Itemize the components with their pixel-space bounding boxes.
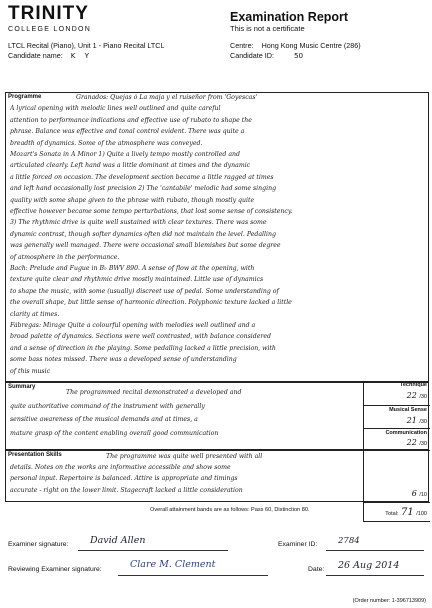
programme-line: texture quite clear and rhythmic drive mostly maintained. Little use of dynamics bbox=[10, 276, 264, 284]
total-score bbox=[364, 502, 430, 522]
musical-sense-value: 21 bbox=[406, 416, 417, 425]
presentation-label: Presentation Skills bbox=[8, 452, 62, 458]
programme-line: effective however became some tempo perturbations, that lost some sense of consistency. bbox=[10, 208, 293, 215]
logo-sub-text: COLLEGE LONDON bbox=[8, 26, 92, 33]
technique-mark bbox=[407, 391, 427, 400]
programme-line: Fábregas: Mirage Quite a colourful opening with melodies well outlined and a bbox=[10, 322, 256, 329]
centre-value: Hong Kong Music Centre (286) bbox=[261, 41, 361, 50]
programme-label: Programme bbox=[8, 94, 42, 100]
candidate-id-value: 50 bbox=[293, 50, 304, 60]
programme-line: broad palette of dynamics. Sections were well contrasted, with balance considered bbox=[10, 333, 271, 341]
examiner-id-label: Examiner ID: bbox=[278, 541, 318, 548]
technique-value: 22 bbox=[406, 391, 417, 400]
summary-line: quite authoritative command of the instrument with generally bbox=[10, 402, 205, 410]
programme-line: of atmosphere in the performance. bbox=[10, 253, 120, 261]
summary-line: The programmed recital demonstrated a developed and bbox=[66, 389, 242, 396]
centre-info bbox=[230, 41, 361, 60]
summary-line: sensitive awareness of the musical demands and at times, a bbox=[10, 416, 198, 423]
examiner-signature-label: Examiner signature: bbox=[8, 541, 69, 548]
report-subtitle: This is not a certificate bbox=[230, 24, 305, 33]
technique-score bbox=[364, 381, 430, 405]
examiner-signature: David Allen bbox=[90, 535, 146, 546]
programme-line: phrase. Balance was effective and tonal control evident. There was quite a bbox=[10, 128, 245, 136]
programme-line: 3) The rhythmic drive is quite well sustained with clear textures. There was some bbox=[10, 219, 267, 227]
communication-score bbox=[364, 428, 430, 450]
presentation-score bbox=[364, 450, 430, 502]
presentation-line: personal input. Repertoire is balanced. Attire is appropriate and timings bbox=[10, 475, 238, 483]
total-label: Total: bbox=[385, 511, 399, 517]
presentation-line: The programme was quite well presented with all bbox=[106, 453, 263, 460]
programme-line: A lyrical opening with melodic lines well outlined and quite careful bbox=[10, 105, 221, 113]
technique-max: /30 bbox=[419, 394, 427, 400]
communication-value: 22 bbox=[406, 438, 417, 447]
programme-line: of this music bbox=[10, 367, 51, 375]
score-column bbox=[363, 382, 429, 522]
technique-label: Technique bbox=[399, 382, 427, 388]
examiner-signature-row bbox=[8, 535, 428, 555]
total-mark bbox=[385, 507, 427, 518]
centre-label: Centre: bbox=[230, 41, 254, 50]
exam-info bbox=[8, 41, 164, 60]
programme-line: Bach: Prelude and Fugue in B♭ BWV 890. A sense of flow at the opening, with bbox=[10, 265, 255, 272]
programme-line: to shape the music, with some (usually) discreet use of pedal. Some understanding of bbox=[10, 287, 279, 295]
programme-line: articulated clearly. Left hand was a little dominant at times and the dynamic bbox=[10, 162, 251, 170]
communication-label: Communication bbox=[385, 430, 427, 436]
programme-line: Mozart's Sonata in A Minor 1) Quite a lively tempo mostly controlled and bbox=[10, 151, 240, 158]
date-line bbox=[326, 575, 424, 576]
attainment-bands-note: Overall attainment bands are as follows: Pass 60, Distinction 80. bbox=[150, 507, 310, 513]
musical-sense-mark bbox=[407, 416, 427, 425]
logo-main-text: TRINITY bbox=[8, 3, 89, 24]
candidate-id-label: Candidate ID: bbox=[230, 50, 274, 60]
presentation-mark bbox=[412, 489, 427, 498]
summary-line: mature grasp of the content enabling overall good communication bbox=[10, 429, 219, 437]
programme-line: Granados: Quejas ó La maja y el ruiseñor from 'Goyescas' bbox=[76, 94, 258, 101]
candidate-name-row bbox=[8, 51, 164, 61]
programme-line: a little forced on occasion. The development section became a little ragged at times bbox=[10, 173, 274, 181]
date-label: Date: bbox=[308, 566, 325, 573]
presentation-max: /10 bbox=[419, 492, 427, 498]
candidate-id-row bbox=[230, 51, 361, 61]
exam-name: LTCL Recital (Piano), Unit 1 - Piano Recital LTCL bbox=[8, 41, 165, 50]
presentation-value: 6 bbox=[411, 489, 417, 498]
musical-sense-score bbox=[364, 405, 430, 428]
presentation-line: accurate - right on the lower limit. Stagecraft lacked a little consideration bbox=[10, 486, 243, 494]
report-title: Examination Report bbox=[230, 10, 349, 24]
programme-line: clarity at times. bbox=[10, 310, 60, 318]
date-value: 26 Aug 2014 bbox=[338, 560, 400, 571]
programme-line: and a sense of direction in the playing. Some pedalling lacked a little precision, with bbox=[10, 344, 276, 352]
programme-line: the overall shape, but little sense of harmonic direction. Polyphonic texture lacked a little bbox=[10, 299, 292, 307]
programme-line: quality with some shape given to the phrase with rubato, though mostly quite bbox=[10, 196, 255, 204]
reviewing-signature-row bbox=[8, 559, 428, 581]
programme-line: breadth of dynamics. Some of the atmosphere was conveyed. bbox=[10, 139, 203, 147]
summary-label: Summary bbox=[8, 384, 36, 390]
communication-mark bbox=[407, 438, 427, 447]
presentation-line: details. Notes on the works are informative accessible and show some bbox=[10, 464, 231, 472]
examiner-id-value: 2784 bbox=[338, 536, 360, 546]
total-max: /100 bbox=[416, 511, 427, 517]
reviewing-signature-line bbox=[118, 575, 268, 576]
communication-max: /30 bbox=[419, 441, 427, 447]
trinity-logo bbox=[8, 4, 91, 34]
musical-sense-max: /30 bbox=[419, 419, 427, 425]
musical-sense-label: Musical Sense bbox=[389, 407, 427, 413]
programme-line: was generally well managed. There were occasional small blemishes but some degree bbox=[10, 242, 281, 250]
programme-box bbox=[5, 92, 429, 382]
candidate-name-label: Candidate name: bbox=[8, 50, 63, 60]
programme-line: some bass notes missed. There was a developed sense of understanding bbox=[10, 356, 237, 364]
centre-row bbox=[230, 41, 361, 51]
reviewing-signature-label: Reviewing Examiner signature: bbox=[8, 566, 102, 573]
total-value: 71 bbox=[401, 507, 414, 518]
examiner-signature-line bbox=[78, 550, 228, 551]
programme-line: dynamic contrast, though softer dynamics often did not maintain the level. Pedalling bbox=[10, 230, 276, 238]
candidate-name-value: K Y bbox=[70, 50, 89, 60]
reviewing-signature: Clare M. Clement bbox=[130, 559, 216, 570]
order-number: (Order number: 1-396713909) bbox=[352, 598, 426, 604]
examiner-id-line bbox=[326, 550, 424, 551]
programme-line: and left hand occasionally lost precision 2) The 'cantabile' melodic had some singing bbox=[10, 185, 277, 193]
programme-line: attention to performance indications and effective use of rubato to shape the bbox=[10, 116, 252, 124]
